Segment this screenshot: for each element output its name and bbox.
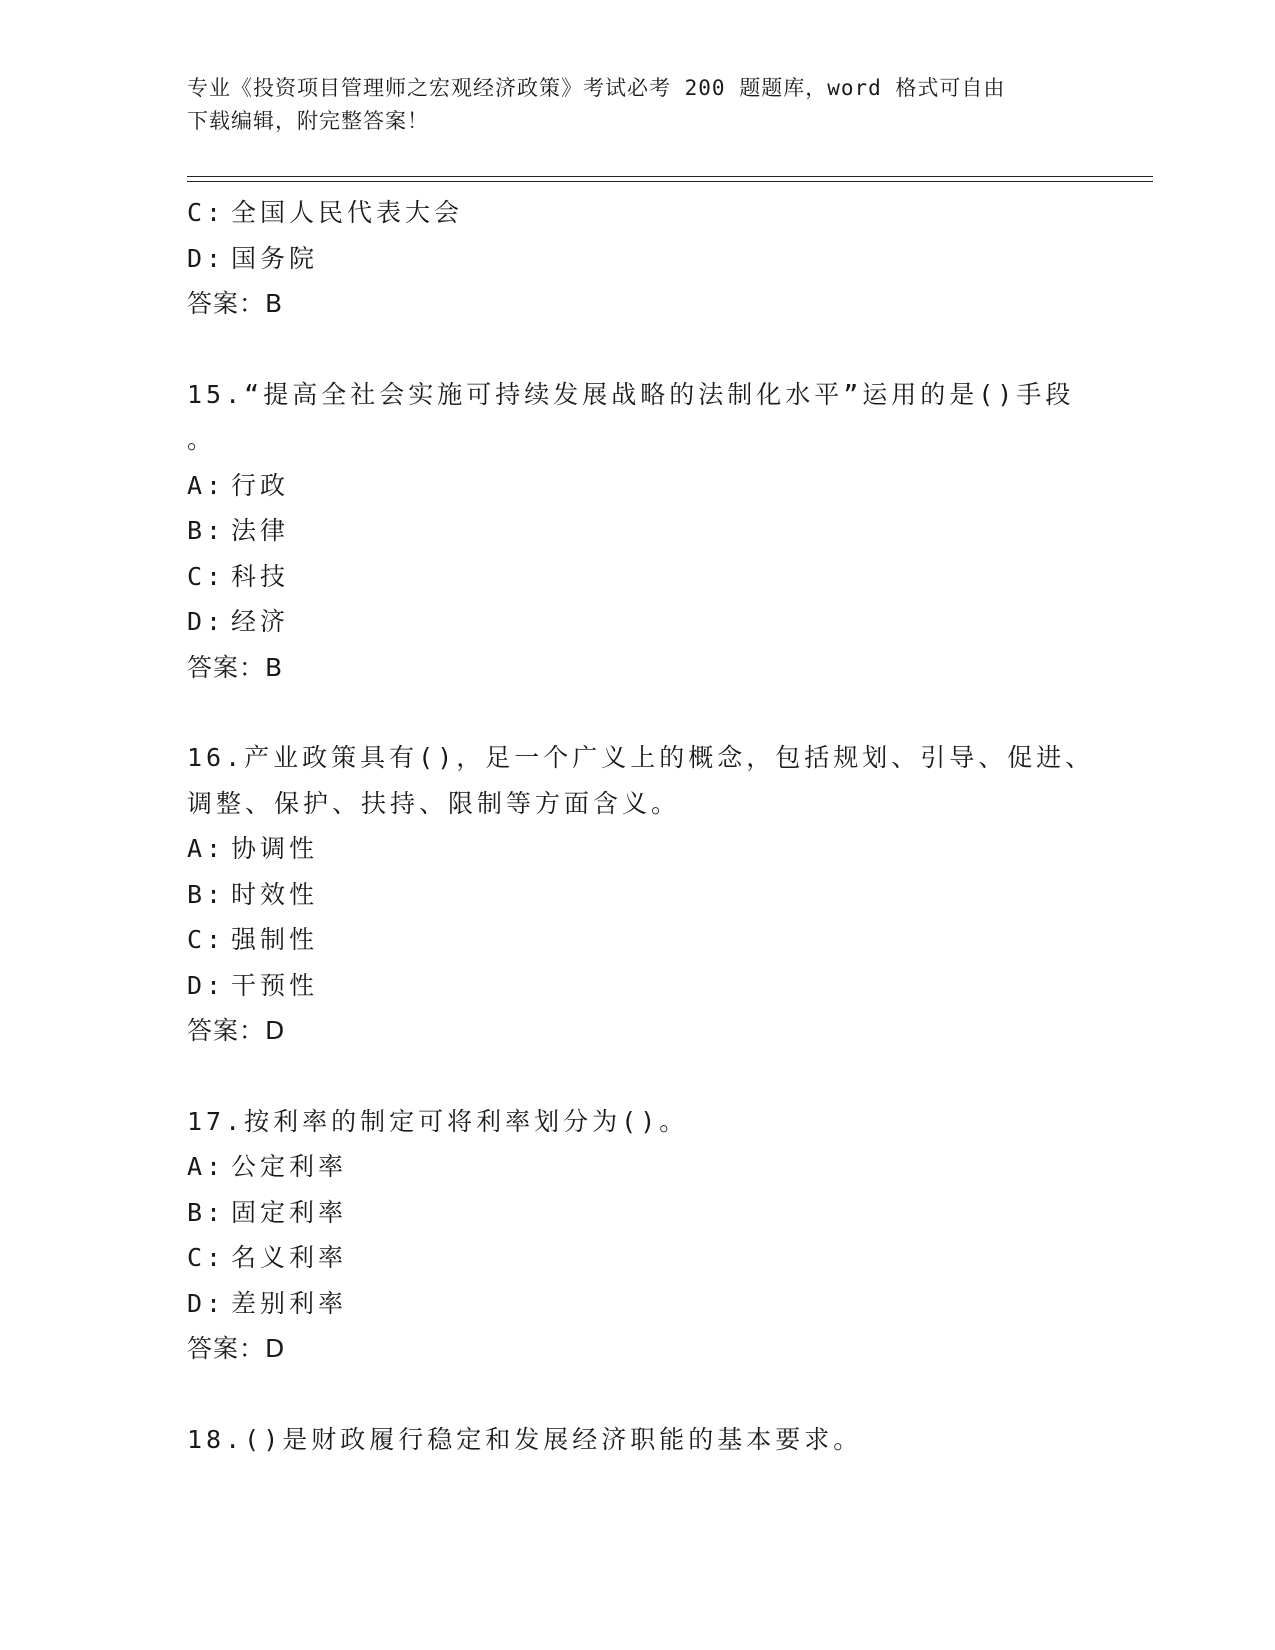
option-d: D: 差别利率 bbox=[187, 1288, 348, 1318]
option-c: C: 全国人民代表大会 bbox=[187, 198, 464, 227]
header-divider-top bbox=[187, 176, 1153, 177]
option-d: D: 国务院 bbox=[187, 243, 319, 273]
document-header bbox=[187, 72, 1087, 138]
question-block-14 bbox=[187, 190, 1087, 327]
option-c: C: 名义利率 bbox=[187, 1243, 348, 1272]
question-list bbox=[187, 190, 1095, 1462]
question-stem-continued: 调整、保护、扶持、限制等方面含义。 bbox=[187, 788, 681, 818]
question-block-17 bbox=[187, 1099, 1087, 1372]
question-block-18 bbox=[187, 1417, 1087, 1463]
header-line-1: 专业《投资项目管理师之宏观经济政策》考试必考 200 题题库，word 格式可自由 bbox=[187, 76, 1006, 100]
option-c: C: 强制性 bbox=[187, 925, 319, 954]
option-b: B: 时效性 bbox=[187, 879, 319, 909]
question-stem: 17.按利率的制定可将利率划分为()。 bbox=[187, 1106, 689, 1136]
option-a: A: 协调性 bbox=[187, 834, 319, 863]
question-stem: 16.产业政策具有()，足一个广义上的概念，包括规划、引导、促进、 bbox=[187, 743, 1095, 772]
question-stem: 15.“提高全社会实施可持续发展战略的法制化水平”运用的是()手段 bbox=[187, 379, 1075, 409]
option-a: A: 公定利率 bbox=[187, 1152, 348, 1181]
answer-line: 答案：D bbox=[187, 1334, 286, 1363]
question-block-15 bbox=[187, 372, 1087, 691]
answer-line: 答案：B bbox=[187, 652, 284, 682]
option-c: C: 科技 bbox=[187, 561, 290, 591]
header-divider-bottom bbox=[187, 181, 1153, 182]
answer-line: 答案：D bbox=[187, 1016, 286, 1045]
question-block-16 bbox=[187, 735, 1095, 1054]
option-a: A: 行政 bbox=[187, 470, 290, 500]
question-stem: 18.()是财政履行稳定和发展经济职能的基本要求。 bbox=[187, 1424, 863, 1454]
answer-line: 答案：B bbox=[187, 289, 284, 318]
option-b: B: 法律 bbox=[187, 516, 290, 545]
option-d: D: 经济 bbox=[187, 607, 290, 636]
option-b: B: 固定利率 bbox=[187, 1197, 348, 1227]
option-d: D: 干预性 bbox=[187, 970, 319, 1000]
header-line-2: 下载编辑，附完整答案！ bbox=[187, 109, 429, 133]
question-stem-continued: 。 bbox=[187, 425, 217, 454]
